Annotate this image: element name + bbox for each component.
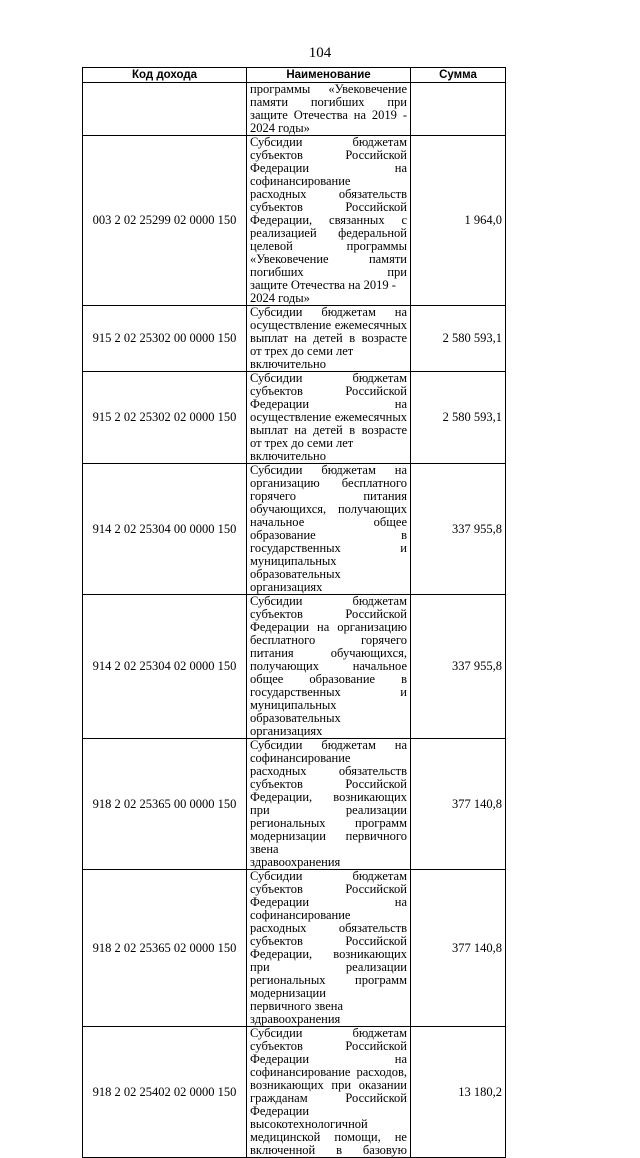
row-name-last: 2024 годы» — [250, 121, 310, 135]
row-name-text: Субсидии бюджетам субъектов Российской Федерации на софинансирование расходов, возникающих при оказании гражданам Российской Федерации высокотехнологичной медицинской помощи, не включенной в базовую — [250, 1026, 407, 1157]
row-code: 915 2 02 25302 02 0000 150 — [83, 372, 247, 464]
row-sum: 377 140,8 — [411, 739, 506, 870]
row-name-last: организациях — [250, 724, 323, 738]
row-code: 918 2 02 25365 02 0000 150 — [83, 870, 247, 1027]
row-name — [247, 739, 411, 870]
table-row — [83, 595, 506, 739]
row-sum: 1 964,0 — [411, 136, 506, 306]
row-name-last: первичного звена здравоохранения — [250, 999, 344, 1026]
row-sum: 337 955,8 — [411, 464, 506, 595]
row-code: 918 2 02 25402 02 0000 150 — [83, 1027, 247, 1158]
row-name — [247, 372, 411, 464]
row-code: 914 2 02 25304 00 0000 150 — [83, 464, 247, 595]
row-name-last: защите Отечества на 2019 - 2024 годы» — [250, 278, 396, 305]
row-code: 914 2 02 25304 02 0000 150 — [83, 595, 247, 739]
row-name-last: здравоохранения — [250, 855, 341, 869]
row-name-last: от трех до семи лет включительно — [250, 344, 354, 371]
row-name-text: Субсидии бюджетам субъектов Российской Федерации на осуществление ежемесячных выплат на детей в возрасте — [250, 371, 407, 437]
table-row — [83, 83, 506, 136]
row-name-text: Субсидии бюджетам субъектов Российской Федерации на софинансирование расходных обязательств субъектов Российской Федерации, возникающих при реализации региональных программ модернизации — [250, 869, 407, 1000]
row-sum: 337 955,8 — [411, 595, 506, 739]
row-name-last: от трех до семи лет включительно — [250, 436, 354, 463]
row-name — [247, 136, 411, 306]
row-code — [83, 83, 247, 136]
page-number: 104 — [308, 45, 332, 61]
row-sum — [411, 83, 506, 136]
table-row — [83, 464, 506, 595]
row-name-text: Субсидии бюджетам субъектов Российской Федерации на софинансирование расходных обязательств субъектов Российской Федерации, связанных с реализацией федеральной целевой программы «Увековечение памяти погибших при — [250, 135, 407, 279]
row-name-text: Субсидии бюджетам субъектов Российской Федерации на организацию бесплатного горячего питания обучающихся, получающих начальное общее образование в государственных и муниципальных образовательных — [250, 594, 407, 725]
table-row — [83, 1027, 506, 1158]
revenue-table — [82, 67, 506, 1158]
table-row — [83, 870, 506, 1027]
row-name — [247, 464, 411, 595]
table-row — [83, 372, 506, 464]
header-name: Наименование — [247, 68, 411, 83]
table-header-row — [83, 68, 506, 83]
row-name-text: Субсидии бюджетам на организацию бесплатного горячего питания обучающихся, получающих начальное общее образование в государственных и муниципальных образовательных — [250, 463, 407, 581]
header-sum: Сумма — [411, 68, 506, 83]
row-name — [247, 595, 411, 739]
row-code: 915 2 02 25302 00 0000 150 — [83, 306, 247, 372]
row-name — [247, 870, 411, 1027]
header-code: Код дохода — [83, 68, 247, 83]
row-name-text: программы «Увековечение памяти погибших при защите Отечества на 2019 - — [250, 82, 407, 122]
table-row — [83, 136, 506, 306]
row-sum: 2 580 593,1 — [411, 372, 506, 464]
table-row — [83, 306, 506, 372]
row-code: 003 2 02 25299 02 0000 150 — [83, 136, 247, 306]
row-name — [247, 83, 411, 136]
row-name — [247, 306, 411, 372]
row-name-text: Субсидии бюджетам на софинансирование расходных обязательств субъектов Российской Федерации, возникающих при реализации региональных программ модернизации первичного звена — [250, 738, 407, 856]
row-sum: 2 580 593,1 — [411, 306, 506, 372]
row-name — [247, 1027, 411, 1158]
row-sum: 13 180,2 — [411, 1027, 506, 1158]
row-sum: 377 140,8 — [411, 870, 506, 1027]
row-name-text: Субсидии бюджетам на осуществление ежемесячных выплат на детей в возрасте — [250, 305, 407, 345]
table-row — [83, 739, 506, 870]
row-name-last: организациях — [250, 580, 323, 594]
row-code: 918 2 02 25365 00 0000 150 — [83, 739, 247, 870]
